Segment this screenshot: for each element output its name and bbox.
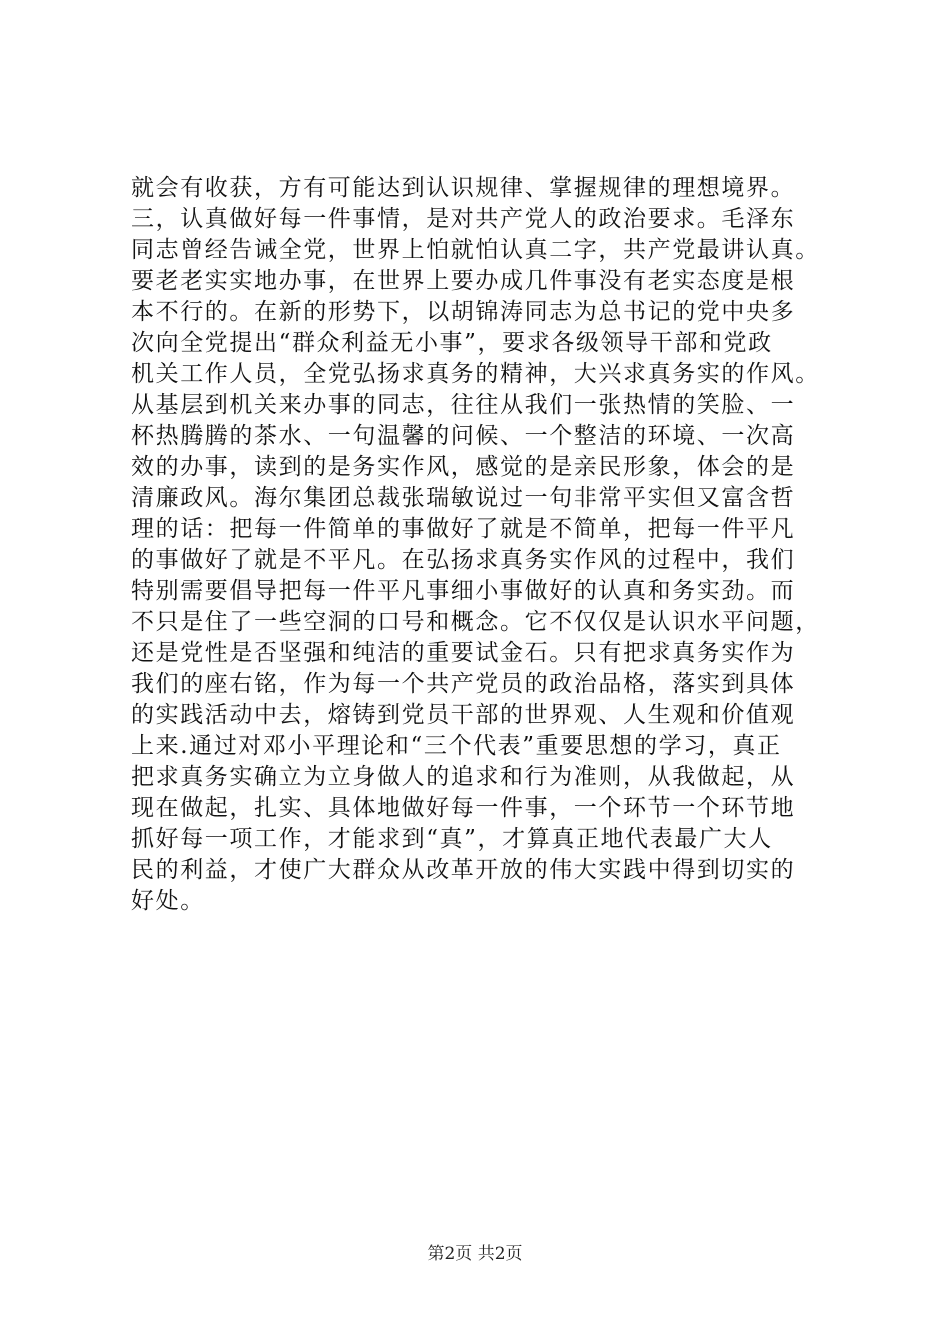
text-line: 次向全党提出“群众利益无小事”，要求各级领导干部和党政 <box>131 330 773 356</box>
text-line: 理的话：把每一件简单的事做好了就是不简单，把每一件平凡 <box>131 516 796 542</box>
page-footer <box>0 1243 950 1265</box>
text-line: 抓好每一项工作，才能求到“真”，才算真正地代表最广大人 <box>131 826 773 852</box>
text-line: 的事做好了就是不平凡。在弘扬求真务实作风的过程中，我们 <box>131 547 796 573</box>
text-line: 特别需要倡导把每一件平凡事细小事做好的认真和务实劲。而 <box>131 578 796 604</box>
text-line: 好处。 <box>131 888 205 914</box>
text-line: 机关工作人员，全党弘扬求真务的精神，大兴求真务实的作风。 <box>131 361 820 387</box>
page-number: 第2页 共2页 <box>427 1244 523 1264</box>
text-line: 的实践活动中去，熔铸到党员干部的世界观、人生观和价值观 <box>131 702 796 728</box>
body-text <box>131 173 851 917</box>
text-line: 从基层到机关来办事的同志，往往从我们一张热情的笑脸、一 <box>131 392 796 418</box>
text-line: 效的办事，读到的是务实作风，感觉的是亲民形象，体会的是 <box>131 454 796 480</box>
text-line: 把求真务实确立为立身做人的追求和行为准则，从我做起，从 <box>131 764 796 790</box>
text-line: 同志曾经告诫全党，世界上怕就怕认真二字，共产党最讲认真。 <box>131 237 820 263</box>
text-line: 我们的座右铭，作为每一个共产党员的政治品格，落实到具体 <box>131 671 796 697</box>
text-line: 现在做起，扎实、具体地做好每一件事，一个环节一个环节地 <box>131 795 796 821</box>
text-line: 清廉政风。海尔集团总裁张瑞敏说过一句非常平实但又富含哲 <box>131 485 796 511</box>
text-line: 就会有收获，方有可能达到认识规律、掌握规律的理想境界。 <box>131 175 796 201</box>
text-line: 杯热腾腾的茶水、一句温馨的问候、一个整洁的环境、一次高 <box>131 423 796 449</box>
text-line: 上来.通过对邓小平理论和“三个代表”重要思想的学习，真正 <box>131 733 782 759</box>
text-line: 还是党性是否坚强和纯洁的重要试金石。只有把求真务实作为 <box>131 640 796 666</box>
text-line: 不只是住了一些空洞的口号和概念。它不仅仅是认识水平问题， <box>131 609 820 635</box>
text-line: 民的利益，才使广大群众从改革开放的伟大实践中得到切实的 <box>131 857 796 883</box>
text-line: 要老老实实地办事，在世界上要办成几件事没有老实态度是根 <box>131 268 796 294</box>
text-line: 本不行的。在新的形势下，以胡锦涛同志为总书记的党中央多 <box>131 299 796 325</box>
text-line: 三，认真做好每一件事情，是对共产党人的政治要求。毛泽东 <box>131 206 796 232</box>
